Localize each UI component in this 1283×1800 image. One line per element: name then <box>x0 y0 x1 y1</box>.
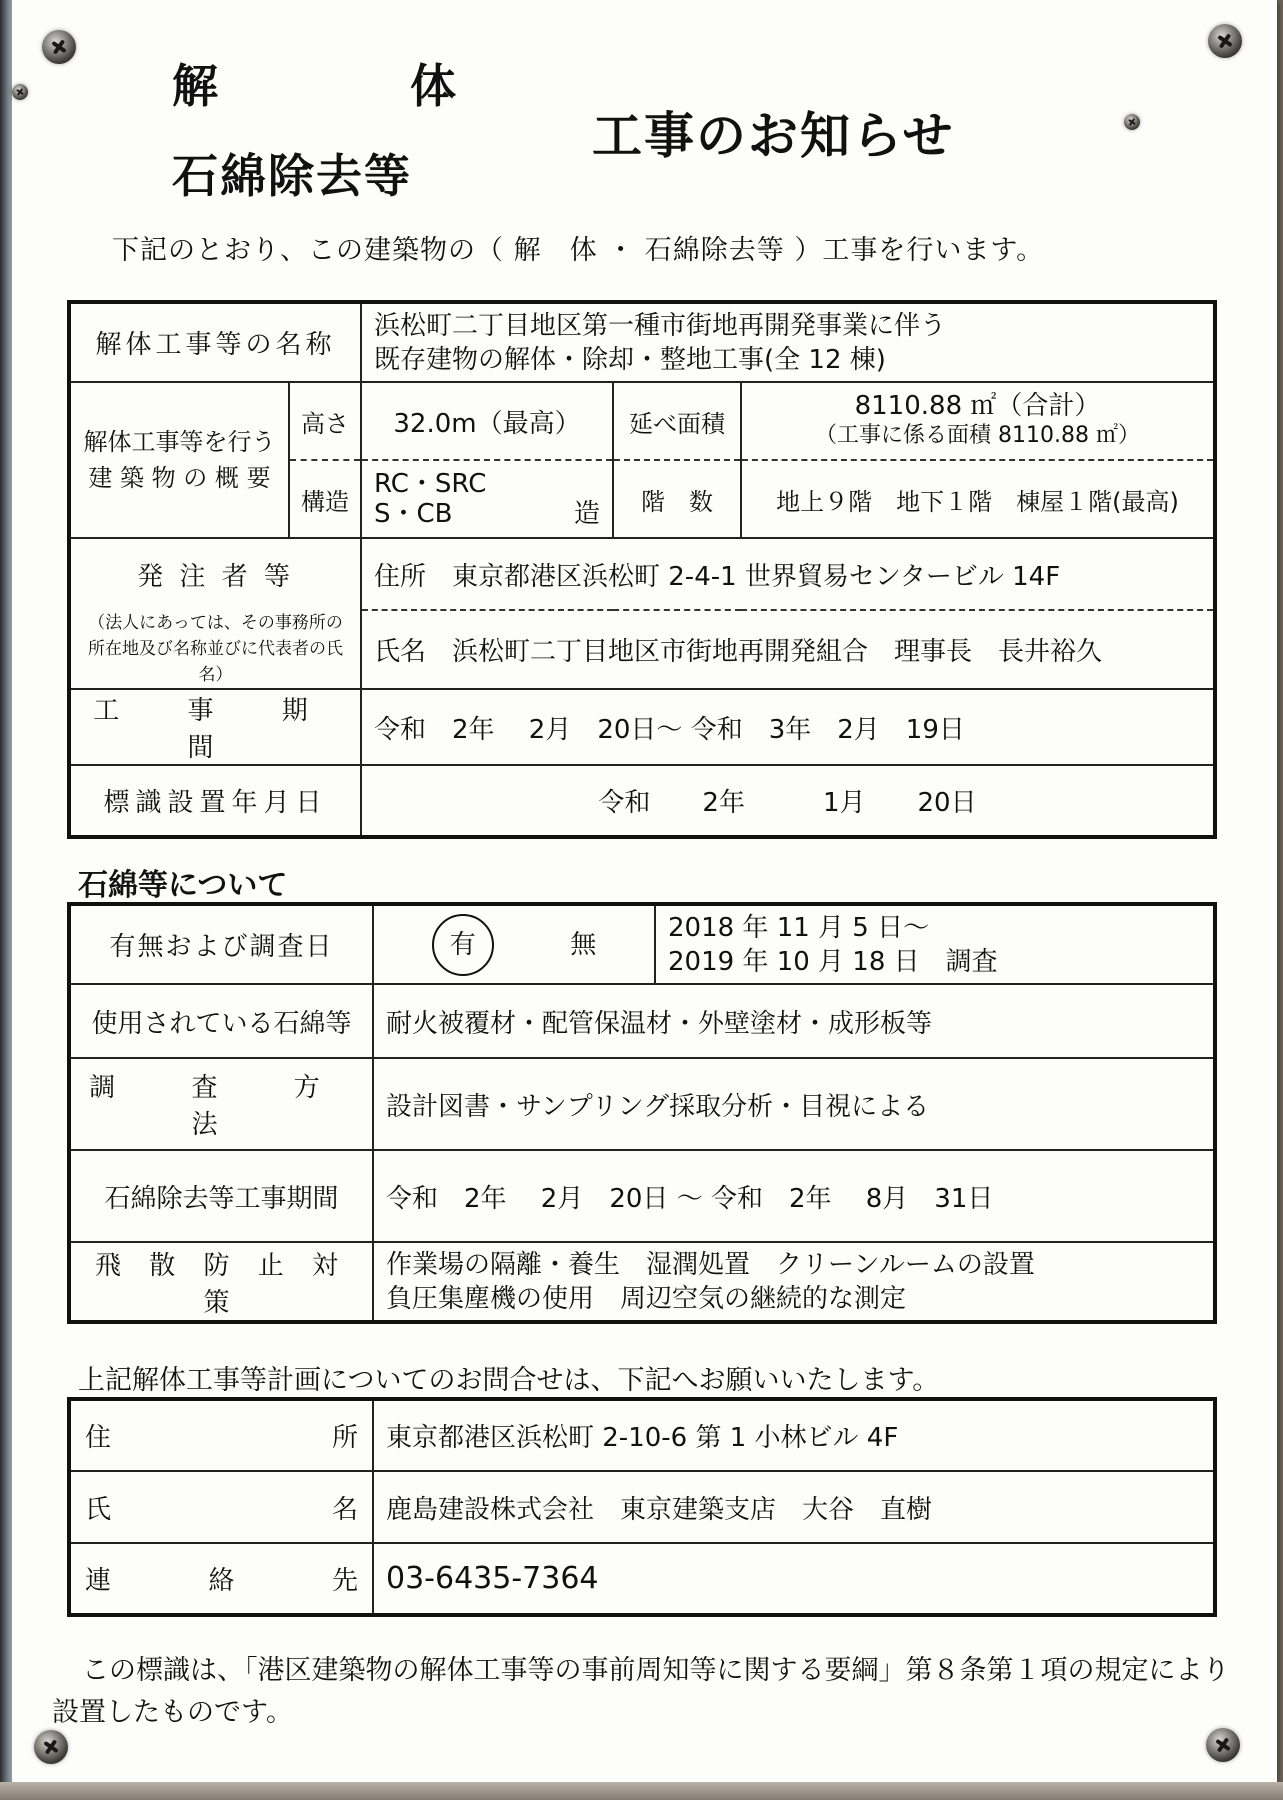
client-address: 住所 東京都港区浜松町 2-4-1 世界貿易センタービル 14F <box>361 538 1215 610</box>
method-label: 調 査 方 法 <box>69 1058 373 1150</box>
structure-line: RC・SRC <box>374 469 487 499</box>
client-note: （法人にあっては、その事務所の所在地及び名称並びに代表者の氏名） <box>69 610 361 689</box>
name-value <box>361 302 1215 382</box>
screw-icon <box>1208 24 1242 58</box>
materials-label: 使用されている石綿等 <box>69 984 373 1058</box>
name-label: 解体工事等の名称 <box>69 302 361 382</box>
floor-area-total: 8110.88 ㎡（合計） <box>854 391 1101 421</box>
structure-value <box>361 460 613 538</box>
overview-label-line: 建 築 物 の 概 要 <box>88 464 271 492</box>
label-char: 住 <box>85 1423 112 1453</box>
address-label <box>69 1399 373 1471</box>
sign-date-label: 標識設置年月日 <box>69 765 361 837</box>
title-demolition <box>172 50 458 116</box>
wall-background <box>0 1782 1283 1800</box>
floors-label: 階 数 <box>613 460 741 538</box>
measures-value <box>373 1242 1215 1322</box>
table-row <box>69 1242 1215 1322</box>
overview-label-line: 解体工事等を行う <box>83 428 276 456</box>
title-asbestos-removal: 石綿除去等 <box>172 149 412 203</box>
project-table <box>67 300 1217 839</box>
floor-area-value <box>741 382 1215 460</box>
table-row <box>69 538 1215 610</box>
table-row <box>69 382 1215 460</box>
title-char: 解 <box>172 59 220 113</box>
table-row <box>69 1399 1215 1471</box>
label-char: 絡 <box>208 1566 235 1596</box>
method-value: 設計図書・サンプリング採取分析・目視による <box>373 1058 1215 1150</box>
measures-label: 飛 散 防 止 対 策 <box>69 1242 373 1322</box>
table-row <box>69 1543 1215 1615</box>
materials-value: 耐火被覆材・配管保温材・外壁塗材・成形板等 <box>373 984 1215 1058</box>
table-row <box>69 689 1215 765</box>
name-line: 浜松町二丁目地区第一種市街地再開発事業に伴う <box>374 310 947 341</box>
presence-value <box>373 904 655 984</box>
survey-date-line: 2019 年 10 月 18 日 調査 <box>668 946 998 977</box>
removal-period-label: 石綿除去等工事期間 <box>69 1150 373 1242</box>
period-value: 令和 2年 2月 20日～ 令和 3年 2月 19日 <box>361 689 1215 765</box>
company-name-value: 鹿島建設株式会社 東京建築支店 大谷 直樹 <box>373 1471 1215 1543</box>
client-name: 氏名 浜松町二丁目地区市街地再開発組合 理事長 長井裕久 <box>361 610 1215 689</box>
structure-line: S・CB <box>374 499 453 529</box>
name-line: 既存建物の解体・除却・整地工事(全 12 棟) <box>374 344 886 375</box>
presence-no: 無 <box>570 929 597 960</box>
footer-note: この標識は、「港区建築物の解体工事等の事前周知等に関する要綱」第８条第１項の規定により設置したものです。 <box>52 1655 1230 1728</box>
survey-dates <box>655 904 1215 984</box>
table-row <box>69 765 1215 837</box>
asbestos-table <box>67 902 1217 1324</box>
floor-area-label: 延べ面積 <box>613 382 741 460</box>
floors-value: 地上９階 地下１階 棟屋１階(最高) <box>741 460 1215 538</box>
table-row <box>69 984 1215 1058</box>
table-row <box>69 1058 1215 1150</box>
removal-period-value: 令和 2年 2月 20日 ～ 令和 2年 8月 31日 <box>373 1150 1215 1242</box>
period-label: 工 事 期 間 <box>69 689 361 765</box>
title-notice: 工事のお知らせ <box>592 107 955 165</box>
measures-line: 作業場の隔離・養生 湿潤処置 クリーンルームの設置 <box>386 1249 1035 1280</box>
client-label: 発 注 者 等 <box>69 538 361 610</box>
survey-date-line: 2018 年 11 月 5 日～ <box>668 912 930 943</box>
table-row <box>69 904 1215 984</box>
table-row <box>69 302 1215 382</box>
table-row <box>69 1150 1215 1242</box>
height-value: 32.0m（最高） <box>361 382 613 460</box>
floor-area-note: （工事に係る面積 8110.88 ㎡） <box>815 423 1140 448</box>
table-row <box>69 610 1215 689</box>
inquiry-lead: 上記解体工事等計画についてのお問合せは、下記へお願いいたします。 <box>78 1365 940 1396</box>
presence-label: 有無および調査日 <box>69 904 373 984</box>
label-char: 連 <box>85 1566 112 1596</box>
contact-label <box>69 1543 373 1615</box>
screw-icon <box>34 1730 68 1764</box>
address-value: 東京都港区浜松町 2-10-6 第 1 小林ビル 4F <box>373 1399 1215 1471</box>
presence-yes-circled: 有 <box>432 914 494 976</box>
screw-icon <box>42 30 76 64</box>
screw-icon <box>12 84 28 100</box>
height-label: 高さ <box>289 382 361 460</box>
measures-line: 負圧集塵機の使用 周辺空気の継続的な測定 <box>386 1283 907 1314</box>
lead-text: 下記のとおり、この建築物の（ 解 体 ・ 石綿除去等 ）工事を行います。 <box>112 235 1045 266</box>
overview-label <box>69 382 289 538</box>
asbestos-section-title: 石綿等について <box>78 868 288 903</box>
name-label <box>69 1471 373 1543</box>
structure-label: 構造 <box>289 460 361 538</box>
frame-edge <box>0 0 12 1800</box>
table-row <box>69 1471 1215 1543</box>
label-char: 所 <box>331 1423 358 1453</box>
screw-icon <box>1124 114 1140 130</box>
title-char: 体 <box>410 59 458 113</box>
label-char: 氏 <box>85 1494 112 1525</box>
sign-date-value: 令和 2年 1月 20日 <box>361 765 1215 837</box>
phone-value: 03-6435-7364 <box>373 1543 1215 1615</box>
contact-table <box>67 1397 1217 1617</box>
label-char: 先 <box>331 1566 358 1596</box>
label-char: 名 <box>331 1494 358 1525</box>
structure-suffix: 造 <box>573 499 600 529</box>
